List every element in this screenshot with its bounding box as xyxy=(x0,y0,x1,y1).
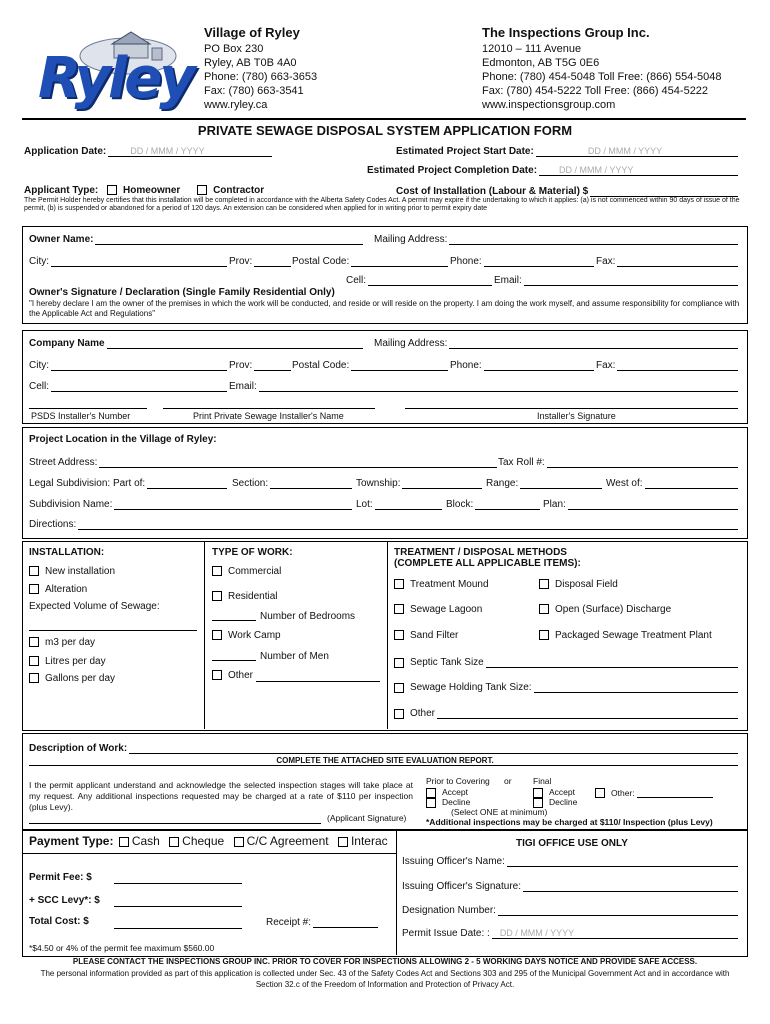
packaged-plant-label: Packaged Sewage Treatment Plant xyxy=(555,630,712,641)
legal-label: Legal Subdivision: Part of: xyxy=(29,478,146,489)
lot-label: Lot: xyxy=(356,499,373,510)
description-line-2[interactable] xyxy=(29,765,738,766)
payment-type-label: Payment Type: xyxy=(29,834,114,848)
men-line[interactable] xyxy=(212,660,256,661)
tax-roll-field[interactable] xyxy=(498,456,738,468)
tax-roll-label: Tax Roll #: xyxy=(498,457,545,468)
m3-option[interactable] xyxy=(29,637,95,648)
officer-name-field[interactable] xyxy=(402,855,738,867)
m3-checkbox[interactable] xyxy=(29,637,39,647)
treatment-other-field[interactable] xyxy=(394,707,738,719)
west-of-field[interactable] xyxy=(606,477,738,489)
lagoon-label: Sewage Lagoon xyxy=(410,604,483,615)
alteration-checkbox[interactable] xyxy=(29,584,39,594)
septic-tank-field[interactable] xyxy=(394,656,738,668)
company-cell-field[interactable] xyxy=(29,380,227,392)
lagoon-option[interactable] xyxy=(394,604,482,615)
type-of-work-title: TYPE OF WORK: xyxy=(212,547,293,558)
block-field[interactable] xyxy=(446,498,540,510)
footer-privacy: The personal information provided as part of this application is collected under Sec. 43 of the Safety Codes Act and Sections 303 and 295 of the Municipal Government Act and in accordance with Section 32.c of the Freedom of Information and Protection of Privacy Act. xyxy=(40,969,730,989)
application-date-field[interactable] xyxy=(24,145,272,157)
owner-prov-field[interactable] xyxy=(229,255,291,267)
total-cost-line[interactable] xyxy=(114,928,242,929)
plan-label: Plan: xyxy=(543,499,566,510)
interac-label: Interac xyxy=(350,834,388,848)
tigi-line: Fax: (780) 454-5222 Toll Free: (866) 454-5222 xyxy=(482,85,709,97)
description-label: Description of Work: xyxy=(29,743,128,754)
work-camp-label: Work Camp xyxy=(228,630,281,641)
designation-field[interactable] xyxy=(402,904,738,916)
treatment-other-checkbox[interactable] xyxy=(394,709,404,719)
commercial-label: Commercial xyxy=(228,566,282,577)
cc-agreement-label: C/C Agreement xyxy=(246,834,329,848)
mailing-label: Mailing Address: xyxy=(374,338,448,349)
septic-tank-checkbox[interactable] xyxy=(394,658,404,668)
mound-label: Treatment Mound xyxy=(410,579,489,590)
additional-inspections-note: *Additional inspections may be charged at $110/ Inspection (plus Levy) xyxy=(426,817,713,827)
village-line: www.ryley.ca xyxy=(204,99,268,111)
cheque-label: Cheque xyxy=(182,834,225,848)
permit-fee-label: Permit Fee: $ xyxy=(29,872,92,883)
tigi-line: Phone: (780) 454-5048 Toll Free: (866) 554-5048 xyxy=(482,71,722,83)
street-label: Street Address: xyxy=(29,457,98,468)
payment-type-row xyxy=(29,834,388,848)
new-installation-label: New installation xyxy=(45,566,116,577)
cheque-checkbox[interactable] xyxy=(169,837,179,847)
disposal-field-option[interactable] xyxy=(539,579,618,590)
bedrooms-line[interactable] xyxy=(212,620,256,621)
village-line: Ryley, AB T0B 4A0 xyxy=(204,57,297,69)
homeowner-label: Homeowner xyxy=(123,185,181,196)
psds-number-label: PSDS Installer's Number xyxy=(31,411,131,421)
installer-signature-label: Installer's Signature xyxy=(537,411,616,421)
street-field[interactable] xyxy=(29,456,497,468)
litres-label: Litres per day xyxy=(45,656,106,667)
city-label: City: xyxy=(29,360,49,371)
township-label: Township: xyxy=(356,478,401,489)
litres-checkbox[interactable] xyxy=(29,656,39,666)
application-date-label: Application Date: xyxy=(24,146,107,157)
directions-label: Directions: xyxy=(29,519,77,530)
septic-tank-label: Septic Tank Size xyxy=(410,657,484,668)
sand-filter-option[interactable] xyxy=(394,630,458,641)
office-divider xyxy=(396,829,397,955)
treatment-other-label: Other xyxy=(410,708,436,719)
owner-cell-field[interactable] xyxy=(346,274,492,286)
holding-tank-field[interactable] xyxy=(394,681,738,693)
scc-levy-line[interactable] xyxy=(114,906,242,907)
receipt-label: Receipt #: xyxy=(266,917,312,928)
new-installation-checkbox[interactable] xyxy=(29,566,39,576)
owner-email-field[interactable] xyxy=(494,274,738,286)
officer-signature-field[interactable] xyxy=(402,880,738,892)
section-label: Section: xyxy=(232,478,269,489)
email-label: Email: xyxy=(494,275,522,286)
owner-name-field[interactable] xyxy=(29,233,363,245)
start-date-field[interactable] xyxy=(396,145,738,157)
men-label: Number of Men xyxy=(260,651,329,662)
m3-label: m3 per day xyxy=(45,637,96,648)
company-city-field[interactable] xyxy=(29,359,227,371)
holding-tank-checkbox[interactable] xyxy=(394,683,404,693)
select-one-note: (Select ONE at minimum) xyxy=(451,807,548,817)
holding-tank-label: Sewage Holding Tank Size: xyxy=(410,682,532,693)
owner-phone-field[interactable] xyxy=(450,255,594,267)
officer-name-label: Issuing Officer's Name: xyxy=(402,856,505,867)
print-name-line[interactable] xyxy=(163,408,375,409)
work-other-option[interactable] xyxy=(212,670,253,681)
postal-label: Postal Code: xyxy=(292,256,350,267)
packaged-plant-option[interactable] xyxy=(539,630,712,641)
phone-label: Phone: xyxy=(450,360,482,371)
company-email-field[interactable] xyxy=(229,380,738,392)
installer-signature-line[interactable] xyxy=(405,408,738,409)
company-mailing-field[interactable] xyxy=(374,337,738,349)
cell-label: Cell: xyxy=(346,275,367,286)
total-cost-label: Total Cost: $ xyxy=(29,916,89,927)
owner-city-field[interactable] xyxy=(29,255,227,267)
owner-fax-field[interactable] xyxy=(596,255,738,267)
sand-filter-label: Sand Filter xyxy=(410,630,459,641)
print-name-label: Print Private Sewage Installer's Name xyxy=(193,411,344,421)
owner-decl-text: "I hereby declare I am the owner of the premises in which the work will be conducted, and reside or will reside on the property. I am doing the work myself, and assume responsibility for compliance with the Applicable Act and Regulations" xyxy=(29,299,740,318)
plan-field[interactable] xyxy=(543,498,738,510)
packaged-plant-checkbox[interactable] xyxy=(539,630,549,640)
company-prov-field[interactable] xyxy=(229,359,291,371)
interac-checkbox[interactable] xyxy=(338,837,348,847)
levy-footnote: *$4.50 or 4% of the permit fee maximum $560.00 xyxy=(29,943,215,953)
commercial-option[interactable] xyxy=(212,566,281,577)
part-of-field[interactable] xyxy=(29,477,227,489)
gallons-label: Gallons per day xyxy=(45,673,116,684)
treatment-subtitle: (COMPLETE ALL APPLICABLE ITEMS): xyxy=(394,558,581,569)
cash-label: Cash xyxy=(131,834,160,848)
date-placeholder: DD / MMM / YYYY xyxy=(559,165,634,175)
completion-date-field[interactable] xyxy=(367,164,738,176)
city-label: City: xyxy=(29,256,49,267)
final-label: Final xyxy=(533,776,552,786)
west-of-label: West of: xyxy=(606,478,643,489)
description-field[interactable] xyxy=(29,742,738,754)
issue-date-field[interactable] xyxy=(402,927,738,939)
designation-label: Designation Number: xyxy=(402,905,496,916)
issue-date-label: Permit Issue Date: : xyxy=(402,928,490,939)
payment-divider xyxy=(22,853,396,854)
work-other-checkbox[interactable] xyxy=(212,670,222,680)
col-divider-1 xyxy=(204,541,205,729)
location-title: Project Location in the Village of Ryley: xyxy=(29,434,217,445)
disposal-field-checkbox[interactable] xyxy=(539,579,549,589)
village-block xyxy=(204,26,317,112)
company-fax-field[interactable] xyxy=(596,359,738,371)
subdivision-field[interactable] xyxy=(29,498,352,510)
phone-label: Phone: xyxy=(450,256,482,267)
residential-label: Residential xyxy=(228,591,278,602)
village-name: Village of Ryley xyxy=(204,25,300,40)
office-use-title: TIGI OFFICE USE ONLY xyxy=(516,838,628,849)
fax-label: Fax: xyxy=(596,256,616,267)
cost-field[interactable] xyxy=(396,185,738,197)
scc-levy-label: + SCC Levy*: $ xyxy=(29,895,100,906)
bedrooms-label: Number of Bedrooms xyxy=(260,611,356,622)
gallons-option[interactable] xyxy=(29,673,115,684)
tigi-name: The Inspections Group Inc. xyxy=(482,25,650,40)
open-discharge-label: Open (Surface) Discharge xyxy=(555,604,672,615)
applicant-signature-line[interactable] xyxy=(29,823,321,824)
litres-option[interactable] xyxy=(29,656,106,667)
tigi-line: 12010 – 111 Avenue xyxy=(482,43,582,55)
tigi-line: Edmonton, AB T5G 0E6 xyxy=(482,57,600,69)
prov-label: Prov: xyxy=(229,360,253,371)
installation-title: INSTALLATION: xyxy=(29,547,105,558)
work-other-label: Other xyxy=(228,670,254,681)
email-label: Email: xyxy=(229,381,257,392)
expected-volume-label: Expected Volume of Sewage: xyxy=(29,601,160,612)
mound-option[interactable] xyxy=(394,579,489,590)
applicant-type-label: Applicant Type: xyxy=(24,185,99,196)
inspection-other-label: Other: xyxy=(611,788,635,798)
decline-label: Decline xyxy=(442,797,471,807)
inspection-acknowledgement: I the permit applicant understand and acknowledge the selected inspection stages will take place at my request. Any additional inspections requested may be charged at a rate of $110 per inspection (plus Levy). xyxy=(29,780,413,812)
directions-field[interactable] xyxy=(29,518,738,530)
village-line: PO Box 230 xyxy=(204,43,264,55)
lot-field[interactable] xyxy=(356,498,442,510)
residential-checkbox[interactable] xyxy=(212,591,222,601)
officer-signature-label: Issuing Officer's Signature: xyxy=(402,881,522,892)
ryley-logo xyxy=(30,26,193,118)
accept-label: Accept xyxy=(442,787,468,797)
block-label: Block: xyxy=(446,499,474,510)
start-date-label: Estimated Project Start Date: xyxy=(396,146,534,157)
contractor-checkbox[interactable] xyxy=(197,185,207,195)
village-line: Phone: (780) 663-3653 xyxy=(204,71,318,83)
disposal-field-label: Disposal Field xyxy=(555,579,618,590)
new-installation-option[interactable] xyxy=(29,566,115,577)
lagoon-checkbox[interactable] xyxy=(394,604,404,614)
alteration-option[interactable] xyxy=(29,584,87,595)
inspection-other-field[interactable] xyxy=(595,786,713,798)
mailing-label: Mailing Address: xyxy=(374,234,448,245)
tigi-block xyxy=(482,26,722,112)
company-label: Company Name xyxy=(29,338,105,349)
open-discharge-checkbox[interactable] xyxy=(539,604,549,614)
company-name-field[interactable] xyxy=(29,337,363,349)
postal-label: Postal Code: xyxy=(292,360,350,371)
owner-decl-title: Owner's Signature / Declaration (Single Family Residential Only) xyxy=(29,287,335,298)
logo-text: Ryley xyxy=(38,46,193,111)
tigi-line: www.inspectionsgroup.com xyxy=(482,99,616,111)
permit-fee-line[interactable] xyxy=(114,883,242,884)
residential-option[interactable] xyxy=(212,591,277,602)
form-title: PRIVATE SEWAGE DISPOSAL SYSTEM APPLICATION FORM xyxy=(197,123,573,138)
range-field[interactable] xyxy=(486,477,602,489)
sand-filter-checkbox[interactable] xyxy=(394,630,404,640)
cell-label: Cell: xyxy=(29,381,50,392)
prov-label: Prov: xyxy=(229,256,253,267)
date-placeholder: DD / MMM / YYYY xyxy=(499,928,575,938)
work-camp-option[interactable] xyxy=(212,630,281,641)
prior-to-covering-label: Prior to Covering xyxy=(426,776,490,786)
cash-checkbox[interactable] xyxy=(119,837,129,847)
treatment-title: TREATMENT / DISPOSAL METHODS xyxy=(394,547,567,558)
applicant-type-row xyxy=(24,185,264,196)
range-label: Range: xyxy=(486,478,519,489)
company-postal-field[interactable] xyxy=(292,359,448,371)
commercial-checkbox[interactable] xyxy=(212,566,222,576)
work-camp-checkbox[interactable] xyxy=(212,630,222,640)
cc-agreement-checkbox[interactable] xyxy=(234,837,244,847)
village-line: Fax: (780) 663-3541 xyxy=(204,85,304,97)
decline-label: Decline xyxy=(549,797,578,807)
owner-mailing-field[interactable] xyxy=(374,233,738,245)
open-discharge-option[interactable] xyxy=(539,604,671,615)
work-other-line[interactable] xyxy=(256,681,380,682)
permit-notice: The Permit Holder hereby certifies that this installation will be completed in accordance with the Alberta Safety Codes Act. A permit may expire if the undertaking to which it applies: (a) is not commenced within 90 days of issue of the permit, (b) is suspended or abandoned for a period of 120 days. An extension can be considered when applied for in writing prior to permit expiry date xyxy=(24,197,740,212)
gallons-checkbox[interactable] xyxy=(29,673,39,683)
footer-notice: PLEASE CONTACT THE INSPECTIONS GROUP INC. PRIOR TO COVER FOR INSPECTIONS ALLOWING 2 - 5 WORKING DAYS NOTICE AND PROVIDE SAFE ACCESS. xyxy=(72,957,698,966)
homeowner-checkbox[interactable] xyxy=(107,185,117,195)
or-label: or xyxy=(504,776,512,786)
col-divider-2 xyxy=(387,541,388,729)
completion-date-label: Estimated Project Completion Date: xyxy=(367,165,538,176)
applicant-signature-label: (Applicant Signature) xyxy=(327,813,407,823)
cost-label: Cost of Installation (Labour & Material) $ xyxy=(396,186,589,197)
header-rule xyxy=(22,118,746,120)
alteration-label: Alteration xyxy=(45,584,88,595)
inspection-other-checkbox[interactable] xyxy=(595,788,605,798)
section-field[interactable] xyxy=(232,477,352,489)
fax-label: Fax: xyxy=(596,360,616,371)
owner-name-label: Owner Name: xyxy=(29,234,94,245)
expected-volume-line[interactable] xyxy=(29,630,197,631)
prior-decline-checkbox[interactable] xyxy=(426,798,436,808)
owner-postal-field[interactable] xyxy=(292,255,448,267)
mound-checkbox[interactable] xyxy=(394,579,404,589)
accept-label: Accept xyxy=(549,787,575,797)
receipt-field[interactable] xyxy=(266,916,378,928)
contractor-label: Contractor xyxy=(213,185,265,196)
psds-number-line[interactable] xyxy=(29,408,147,409)
date-placeholder: DD / MMM / YYYY xyxy=(130,146,205,156)
date-placeholder: DD / MMM / YYYY xyxy=(587,146,663,156)
company-phone-field[interactable] xyxy=(450,359,594,371)
site-report-note: COMPLETE THE ATTACHED SITE EVALUATION REPORT. xyxy=(276,756,494,765)
subdivision-label: Subdivision Name: xyxy=(29,499,113,510)
township-field[interactable] xyxy=(356,477,482,489)
